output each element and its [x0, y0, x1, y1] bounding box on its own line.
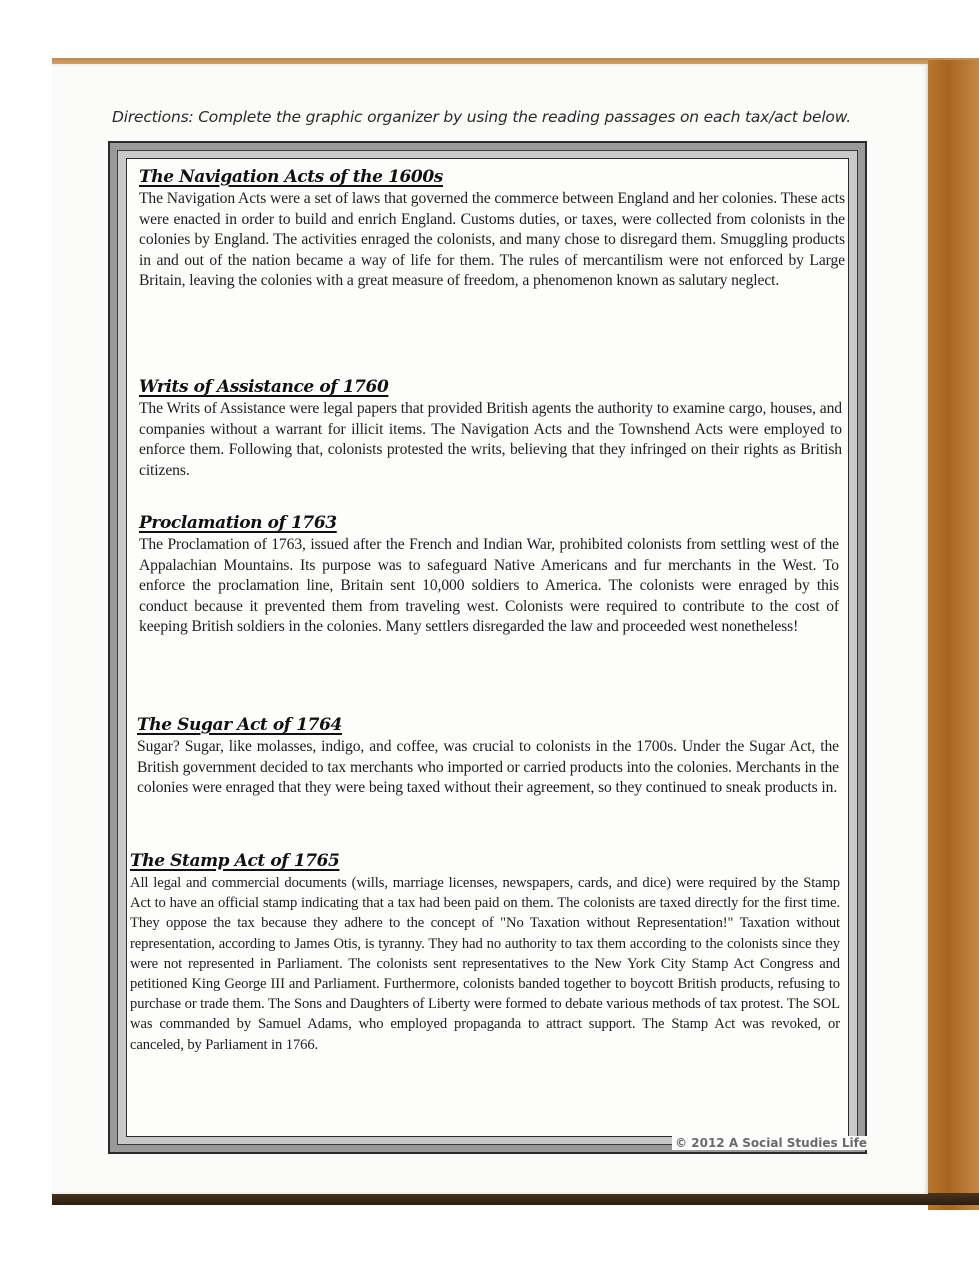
section-heading: Proclamation of 1763: [139, 513, 337, 533]
section-navigation-acts: [139, 167, 845, 292]
section-proclamation-1763: [139, 513, 839, 638]
section-stamp-act: [130, 851, 840, 1055]
section-body: All legal and commercial documents (wills, marriage licenses, newspapers, cards, and dice) were required by the Stamp Act to have an official stamp indicating that a tax had been paid on them. The colonists are taxed directly for the first time. They oppose the tax because they adhere to the concept of "No Taxation without Representation!" Taxation without representation, according to James Otis, is tyranny. They had no authority to tax them according to the colonists since they were not represented in Parliament. The colonists sent representatives to the New York City Stamp Act Congress and petitioned King George III and Parliament. Furthermore, colonists banded together to boycott British products, refusing to purchase or trade them. The Sons and Daughters of Liberty were formed to debate various methods of tax protest. The SOL was commanded by Samuel Adams, who employed propaganda to attract support. The Stamp Act was revoked, or canceled, by Parliament in 1766.: [130, 875, 840, 1053]
directions-text: Directions: Complete the graphic organizer by using the reading passages on each tax/act below.: [112, 108, 851, 126]
section-body: The Proclamation of 1763, issued after the French and Indian War, prohibited colonists from settling west of the Appalachian Mountains. Its purpose was to safeguard Native Americans and fur merchants in the West. To enforce the proclamation line, Britain sent 10,000 soldiers to America. The colonists were enraged by this conduct because it prevented them from traveling west. Colonists were required to contribute to the cost of keeping British soldiers in the colonies. Many settlers disregarded the law and proceeded west nonetheless!: [139, 536, 839, 636]
section-sugar-act: [137, 715, 839, 799]
copyright-notice: © 2012 A Social Studies Life: [672, 1136, 867, 1150]
section-writs-of-assistance: [139, 377, 842, 481]
section-heading: The Navigation Acts of the 1600s: [139, 167, 443, 187]
section-heading: The Stamp Act of 1765: [130, 851, 340, 871]
wood-surface-right: [928, 60, 979, 1210]
section-body: Sugar? Sugar, like molasses, indigo, and coffee, was crucial to colonists in the 1700s. Under the Sugar Act, the British government decided to tax merchants who imported or carried products into the colonies. Merchants in the colonies were enraged that they were being taxed without their agreement, so they continued to sneak products in.: [137, 738, 839, 797]
wood-surface-bottom: [52, 1193, 979, 1205]
section-body: The Writs of Assistance were legal papers that provided British agents the authority to examine cargo, houses, and companies without a warrant for illicit items. The Navigation Acts and the Townshend Acts were employed to enforce them. Following that, colonists protested the writs, believing that they infringed on their rights as British citizens.: [139, 400, 842, 479]
section-heading: The Sugar Act of 1764: [137, 715, 342, 735]
section-body: The Navigation Acts were a set of laws that governed the commerce between England and her colonies. These acts were enacted in order to build and enrich England. Customs duties, or taxes, were collected from colonists in the colonies by England. The activities enraged the colonists, and many chose to disregard them. Smuggling products in and out of the nation became a way of life for them. The rules of mercantilism were not enforced by Large Britain, leaving the colonies with a great measure of freedom, a phenomenon known as salutary neglect.: [139, 190, 845, 290]
section-heading: Writs of Assistance of 1760: [139, 377, 389, 397]
